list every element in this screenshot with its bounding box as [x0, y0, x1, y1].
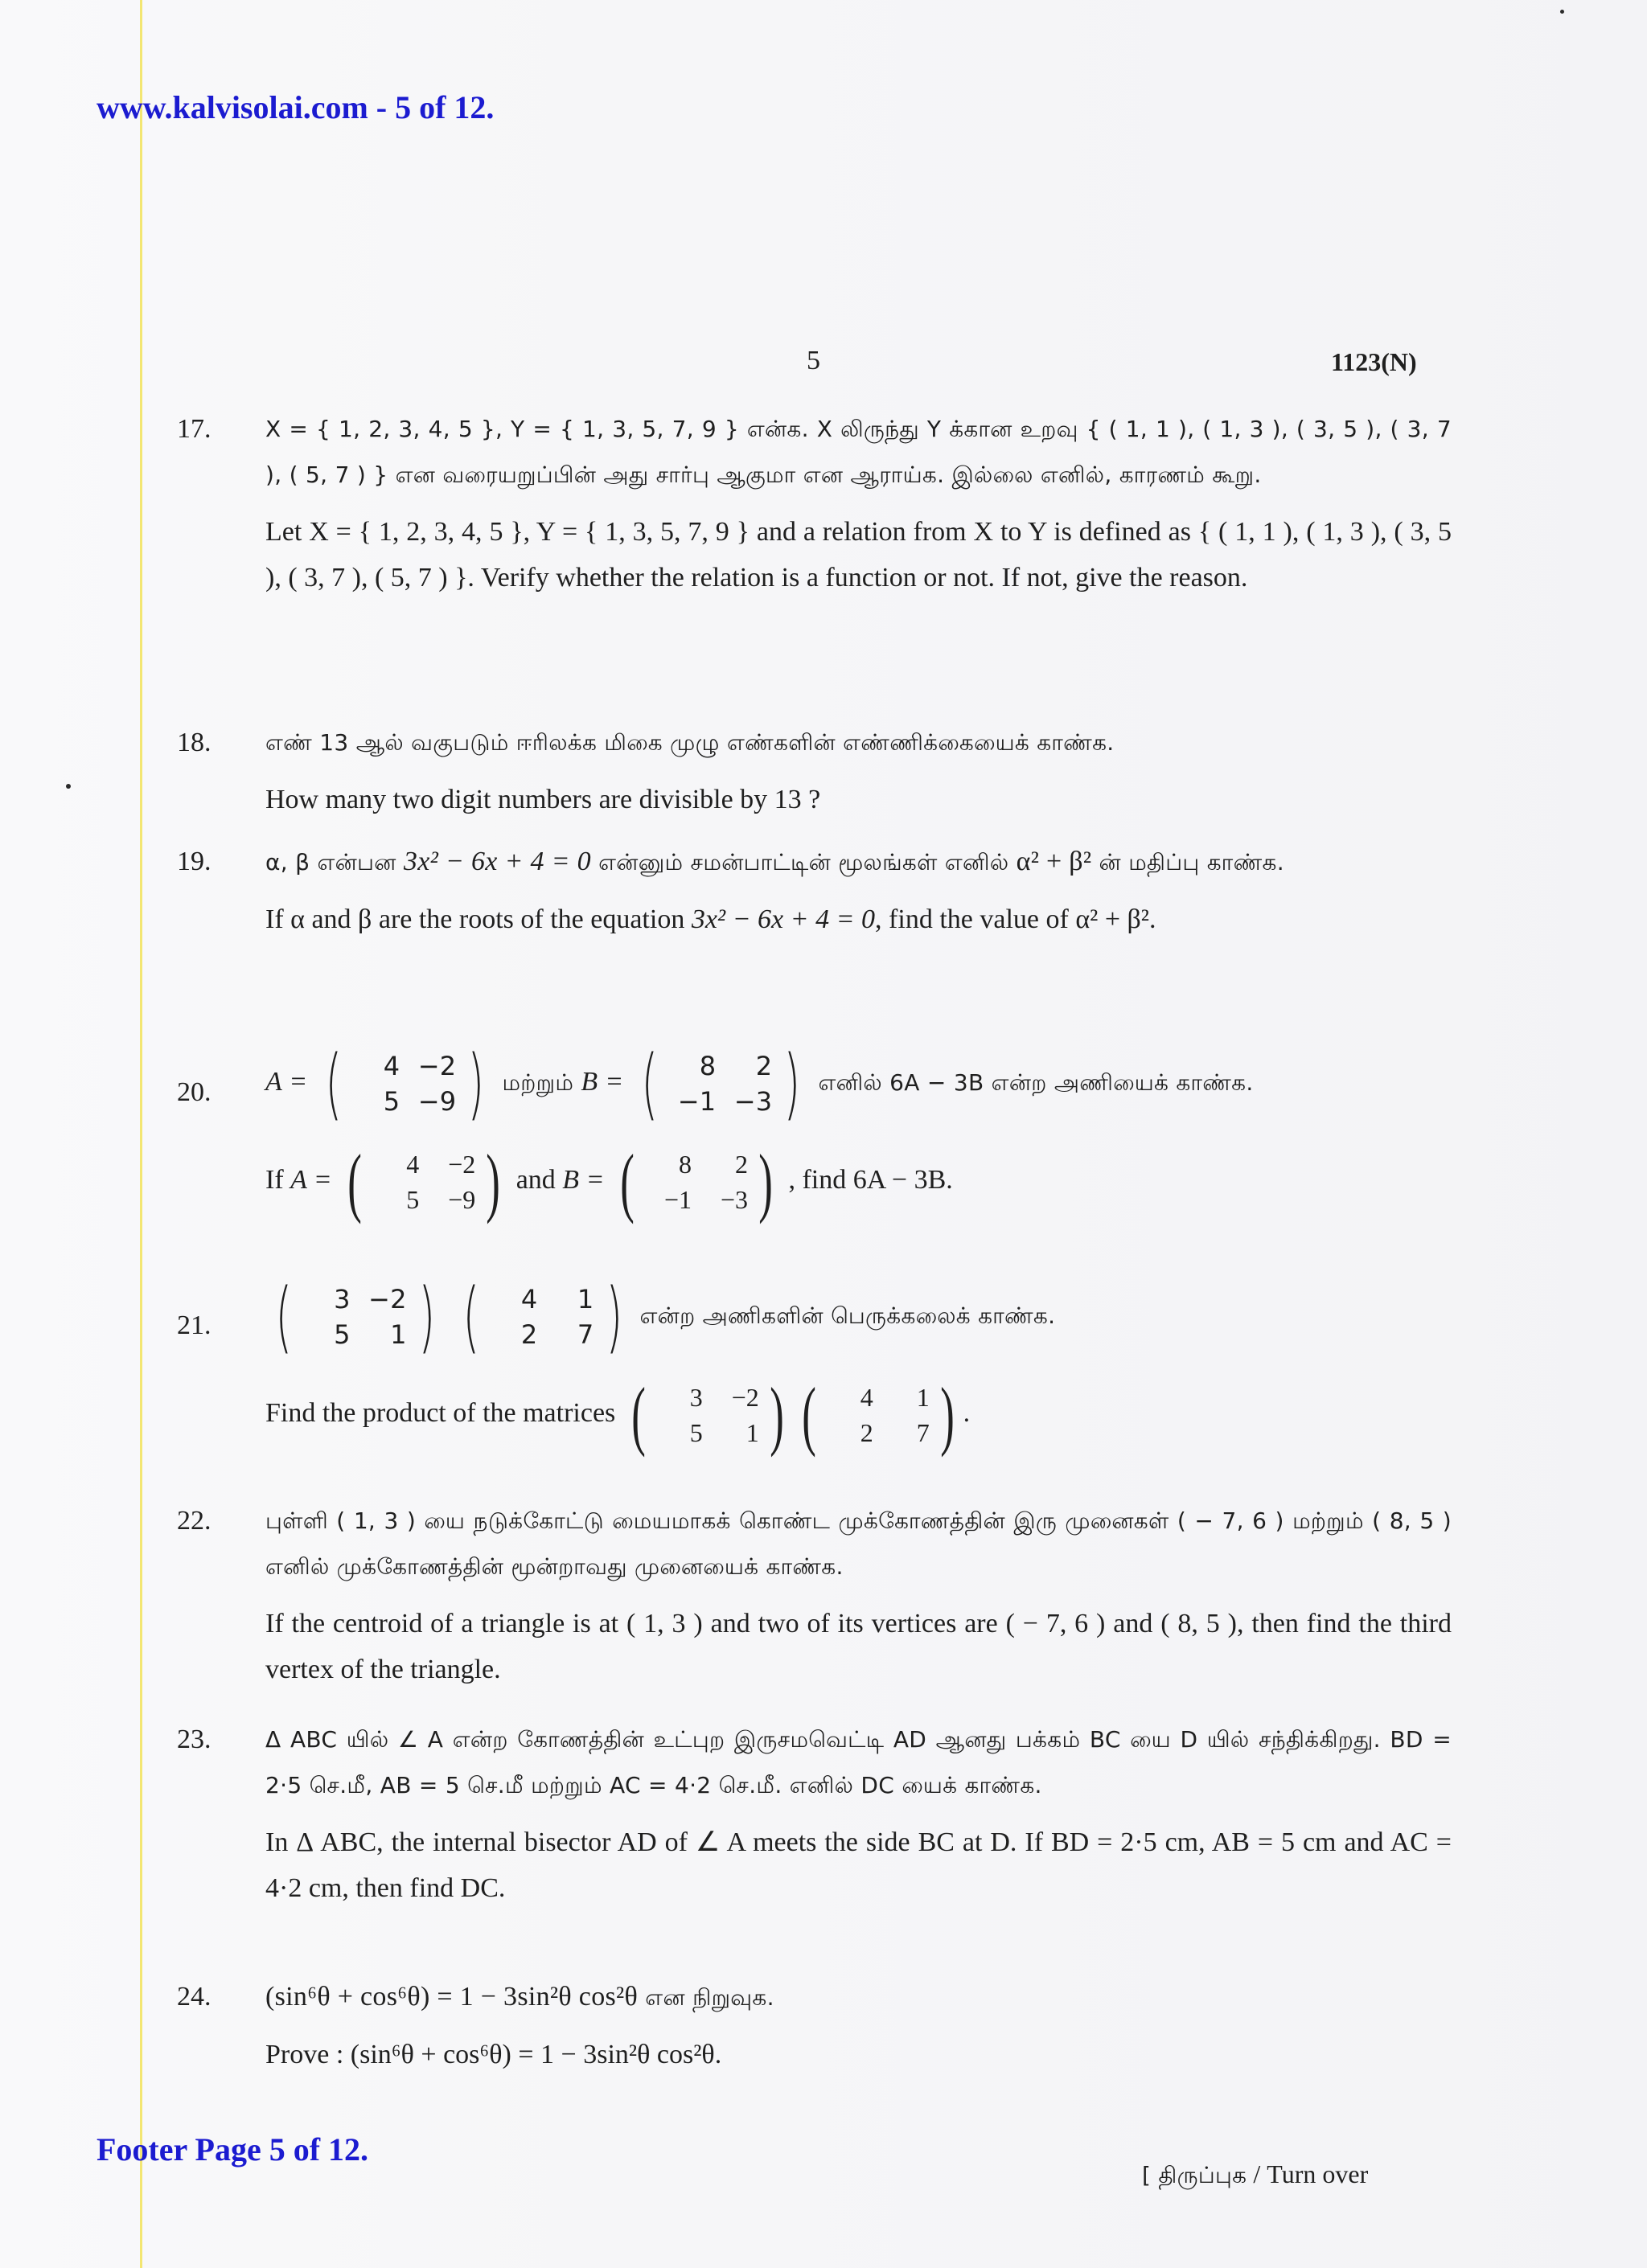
matrix-1 [269, 1272, 442, 1362]
matrix-cell: 1 [916, 1383, 930, 1412]
text-run: Find the product of the matrices [265, 1397, 616, 1428]
expression: α² + β² [1016, 847, 1092, 876]
question-17 [177, 406, 1452, 612]
matrix-cell: −2 [368, 1284, 407, 1314]
matrix-cell: 4 [383, 1051, 400, 1081]
left-paren: ( [275, 1272, 293, 1362]
text-run: என்னும் சமன்பாட்டின் மூலங்கள் எனில் [590, 849, 1017, 876]
text-run: எனில் 6A − 3B என்ற அணியைக் காண்க. [818, 1069, 1254, 1096]
left-paren: ( [462, 1272, 480, 1362]
matrix-cell: 7 [916, 1418, 930, 1447]
left-paren: ( [325, 1039, 342, 1129]
turn-over-english: / Turn over [1247, 2159, 1369, 2188]
matrix-cell: −1 [663, 1185, 692, 1214]
matrix-b [635, 1039, 808, 1129]
question-19 [177, 839, 1452, 954]
right-paren: ) [939, 1372, 955, 1458]
left-paren: ( [801, 1372, 816, 1458]
text-run: Prove : [265, 2040, 351, 2069]
matrix-cell: 4 [406, 1150, 420, 1179]
matrix-cell: 3 [689, 1383, 703, 1412]
text-run: ன் மதிப்பு காண்க. [1091, 849, 1284, 876]
question-number: 19. [177, 847, 212, 876]
question-number: 22. [177, 1506, 212, 1536]
left-paren: ( [641, 1039, 658, 1129]
question-tamil: புள்ளி ( 1, 3 ) யை நடுக்கோட்டு மையமாகக் கொண்ட முக்கோணத்தின் இரு முனைகள் ( − 7, 6 ) மற்றும் ( 8, 5 ) எனில் முக்கோணத்தின் மூன்றாவது முனையைக் காண்க. [265, 1507, 1452, 1580]
question-number: 24. [177, 1982, 212, 2012]
matrix-cell: −9 [448, 1185, 476, 1214]
question-number: 20. [177, 1077, 212, 1107]
question-22 [177, 1498, 1452, 1704]
text-run: , find 6A − 3B. [788, 1164, 953, 1195]
matrix-2 [796, 1372, 960, 1458]
question-number: 23. [177, 1725, 212, 1754]
question-english [265, 1372, 1452, 1458]
right-paren: ) [467, 1039, 485, 1129]
matrix-cell: −3 [720, 1185, 748, 1214]
equation: 3x² − 6x + 4 = 0 [403, 847, 591, 876]
turn-over [1142, 2159, 1368, 2192]
matrix-cell: 4 [860, 1383, 873, 1412]
text-run: α, β என்பன [265, 849, 404, 876]
matrix-a [342, 1138, 506, 1224]
text-run: என நிறுவுக. [638, 1984, 774, 2011]
matrix-cell: 2 [520, 1319, 538, 1350]
matrix-label-a: A = [265, 1067, 308, 1097]
matrix-cell: 5 [383, 1086, 400, 1117]
question-number: 17. [177, 414, 212, 444]
question-tamil [265, 1039, 1452, 1129]
matrix-cell: 4 [520, 1284, 538, 1314]
question-number: 21. [177, 1310, 212, 1340]
matrix-cell: 8 [678, 1150, 692, 1179]
left-paren: ( [347, 1138, 363, 1224]
matrix-cell: 5 [334, 1319, 351, 1350]
right-paren: ) [418, 1272, 436, 1362]
scan-speck [66, 784, 71, 789]
matrix-cell: −2 [417, 1051, 457, 1081]
right-paren: ) [605, 1272, 622, 1362]
question-18 [177, 720, 1452, 834]
question-tamil: Δ ABC யில் ∠ A என்ற கோணத்தின் உட்புற இருசமவெட்டி AD ஆனது பக்கம் BC யை D யில் சந்திக்கிறது. BD = 2·5 செ.மீ, AB = 5 செ.மீ மற்றும் AC = 4·2 செ.மீ. எனில் DC யைக் காண்க. [265, 1726, 1452, 1798]
question-tamil [265, 839, 1452, 885]
scan-speck [1560, 10, 1564, 14]
text-run: If [265, 1164, 284, 1195]
matrix-cell: 5 [406, 1185, 420, 1214]
text-run: என்ற அணிகளின் பெருக்கலைக் காண்க. [639, 1302, 1056, 1329]
matrix-cell: −3 [733, 1086, 773, 1117]
matrix-cell: −9 [417, 1086, 457, 1117]
question-tamil [265, 1272, 1452, 1362]
matrix-label-a: A = [290, 1164, 332, 1195]
question-tamil [265, 1974, 1452, 2020]
text-run: மற்றும் [502, 1069, 574, 1096]
question-english: Let X = { 1, 2, 3, 4, 5 }, Y = { 1, 3, 5, 7, 9 } and a relation from X to Y is defined as { ( 1, 1 ), ( 1, 3 ), ( 3, 5 ), ( 3, 7 ), ( 5, 7 ) }. Verify whether the relation is a function or not. If not, give the reason. [265, 517, 1452, 593]
right-paren: ) [783, 1039, 801, 1129]
text-run: , find the value of [875, 904, 1076, 934]
right-paren: ) [769, 1372, 784, 1458]
question-english [265, 2032, 1452, 2077]
matrix-a [318, 1039, 492, 1129]
matrix-cell: 1 [577, 1284, 594, 1314]
matrix-cell: 2 [755, 1051, 773, 1081]
matrix-cell: 2 [860, 1418, 873, 1447]
question-number: 18. [177, 728, 212, 757]
expression: α² + β². [1075, 904, 1156, 934]
paper-code: 1123(N) [1331, 347, 1417, 376]
matrix-cell: 7 [577, 1319, 594, 1350]
left-paren: ( [620, 1138, 635, 1224]
matrix-label-b: B = [562, 1164, 605, 1195]
matrix-cell: −1 [677, 1086, 717, 1117]
question-tamil: X = { 1, 2, 3, 4, 5 }, Y = { 1, 3, 5, 7, 9 } என்க. X லிருந்து Y க்கான உறவு { ( 1, 1 ), ( 1, 3 ), ( 3, 5 ), ( 3, 7 ), ( 5, 7 ) } என வரையறுப்பின் அது சார்பு ஆகுமா என ஆராய்க. இல்லை எனில், காரணம் கூறு. [265, 416, 1452, 488]
question-english: In Δ ABC, the internal bisector AD of ∠ A meets the side BC at D. If BD = 2·5 cm, AB = 5 cm and AC = 4·2 cm, then find DC. [265, 1827, 1452, 1903]
site-link[interactable]: www.kalvisolai.com - 5 of 12. [97, 89, 495, 125]
footer-note: Footer Page 5 of 12. [97, 2131, 369, 2168]
matrix-2 [456, 1272, 630, 1362]
matrix-cell: 1 [745, 1418, 759, 1447]
question-tamil: எண் 13 ஆல் வகுபடும் ஈரிலக்க மிகை முழு எண்களின் எண்ணிக்கையைக் காண்க. [265, 729, 1115, 756]
matrix-cell: 1 [390, 1319, 407, 1350]
turn-over-tamil: [ திருப்புக [1142, 2162, 1247, 2188]
question-english: If the centroid of a triangle is at ( 1, 3 ) and two of its vertices are ( − 7, 6 ) and ( 8, 5 ), then find the third vertex of the triangle. [265, 1609, 1452, 1684]
question-23 [177, 1716, 1452, 1922]
equation: 3x² − 6x + 4 = 0 [691, 904, 876, 934]
text-run: If α and β are the roots of the equation [265, 904, 692, 934]
text-run: and [515, 1164, 556, 1195]
identity: (sin⁶θ + cos⁶θ) = 1 − 3sin²θ cos²θ. [350, 2040, 722, 2069]
matrix-cell: −2 [448, 1150, 476, 1179]
margin-line [140, 0, 142, 2268]
left-paren: ( [630, 1372, 646, 1458]
page-number: 5 [807, 346, 820, 375]
matrix-cell: 5 [689, 1418, 703, 1447]
text-run: . [963, 1397, 971, 1428]
right-paren: ) [486, 1138, 501, 1224]
matrix-cell: 3 [334, 1284, 351, 1314]
question-english [265, 1138, 1452, 1224]
matrix-1 [626, 1372, 790, 1458]
question-21 [177, 1272, 1452, 1465]
question-english [265, 896, 1452, 942]
matrix-b [614, 1138, 778, 1224]
question-english: How many two digit numbers are divisible by 13 ? [265, 785, 821, 814]
matrix-label-b: B = [581, 1067, 624, 1097]
right-paren: ) [758, 1138, 773, 1224]
question-20 [177, 1039, 1452, 1232]
matrix-cell: 2 [734, 1150, 748, 1179]
identity: (sin⁶θ + cos⁶θ) = 1 − 3sin²θ cos²θ [265, 1982, 639, 2012]
question-24 [177, 1974, 1452, 2089]
matrix-cell: −2 [731, 1383, 759, 1412]
matrix-cell: 8 [699, 1051, 717, 1081]
